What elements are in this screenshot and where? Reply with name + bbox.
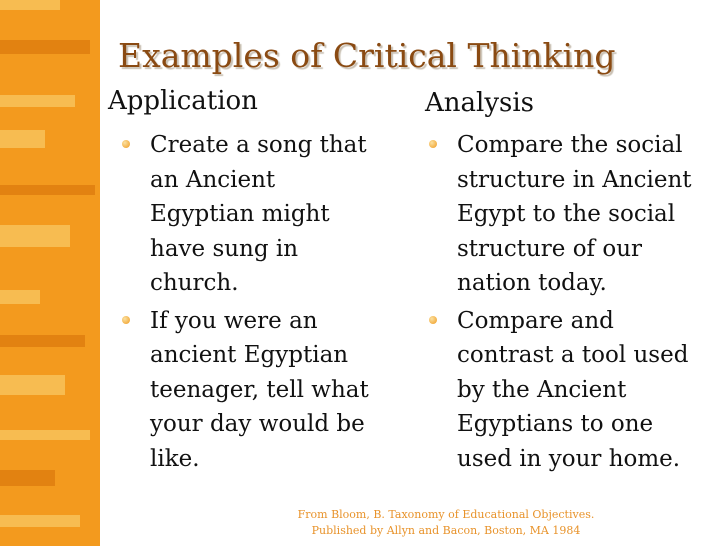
list-item	[122, 128, 380, 301]
sidebar-stripe	[0, 40, 90, 54]
bullet-icon	[429, 140, 437, 148]
list-item-text: Compare and contrast a tool used by the Ancient Egyptians to one used in your home.	[457, 307, 689, 472]
analysis-list	[429, 128, 714, 479]
citation	[296, 507, 596, 539]
list-item	[429, 304, 714, 477]
application-heading: Application	[108, 86, 258, 116]
sidebar-stripe	[0, 290, 40, 304]
list-item-text: If you were an ancient Egyptian teenager, tell what your day would be like.	[150, 307, 369, 472]
analysis-heading: Analysis	[425, 88, 535, 118]
bullet-icon	[122, 316, 130, 324]
sidebar-stripe	[0, 515, 80, 527]
sidebar-stripe	[0, 0, 60, 10]
decorative-sidebar	[0, 0, 100, 546]
sidebar-stripe	[0, 335, 85, 347]
list-item	[429, 128, 714, 301]
citation-line: Published by Allyn and Bacon, Boston, MA 1984	[311, 524, 581, 537]
list-item	[122, 304, 380, 477]
sidebar-stripe	[0, 95, 75, 107]
bullet-icon	[429, 316, 437, 324]
sidebar-stripe	[0, 430, 90, 440]
sidebar-stripe	[0, 470, 55, 486]
list-item-text: Create a song that an Ancient Egyptian might have sung in church.	[150, 132, 367, 296]
bullet-icon	[122, 140, 130, 148]
citation-line: From Bloom, B. Taxonomy of Educational Objectives.	[297, 508, 595, 521]
slide-title: Examples of Critical Thinking	[118, 36, 616, 75]
list-item-text: Compare the social structure in Ancient Egypt to the social structure of our nation today.	[457, 132, 692, 296]
sidebar-stripe	[0, 130, 45, 148]
sidebar-stripe	[0, 225, 70, 247]
sidebar-stripe	[0, 375, 65, 395]
sidebar-stripe	[0, 185, 95, 195]
application-list	[122, 128, 380, 479]
